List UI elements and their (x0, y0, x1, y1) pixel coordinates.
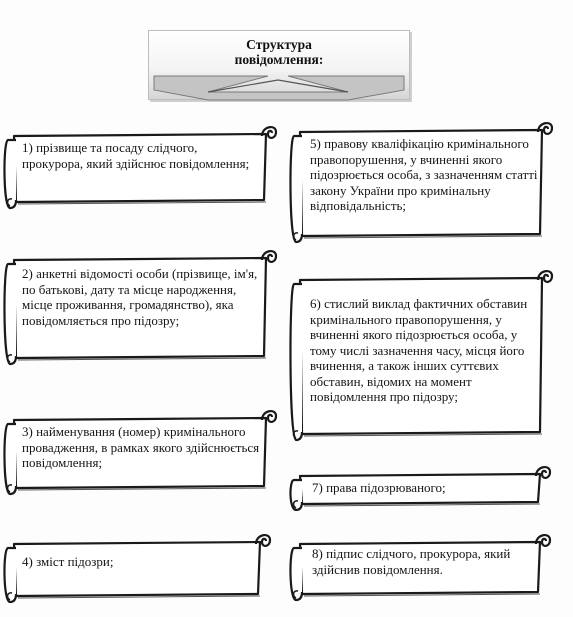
scroll-roll-left (4, 140, 16, 208)
item-number: 2) (22, 266, 33, 281)
header-title: Структура повідомлення: (234, 37, 324, 67)
item-text: права підозрюваного; (326, 480, 446, 495)
scroll-card-8 (288, 530, 554, 606)
item-text: найменування (номер) кримінального провадження, в рамках якого здійснюється повідомлення; (22, 424, 260, 470)
scroll-card-4 (2, 530, 274, 608)
scroll-roll-left (290, 284, 302, 440)
scroll-roll-left (4, 548, 16, 602)
scroll-roll-left (290, 480, 302, 510)
item-text: зміст підозри; (36, 554, 114, 569)
scroll-roll-left (4, 424, 16, 494)
item-text: правову кваліфікацію кримінального правопорушення, у вчиненні якого підозрюється особа, з зазначенням статті закону України про кримінальну відповідальність; (310, 136, 538, 213)
scroll-card-7 (288, 462, 554, 516)
scroll-card-1 (2, 122, 280, 214)
scroll-roll-left (290, 136, 302, 242)
scroll-card-5 (288, 118, 556, 248)
item-text: стислий виклад фактичних обставин кримінального правопорушення, у вчиненні якого підозрюється особа, у тому числі зазначення часу, місця його вчинення, а також інших суттєвих обставин, відомих на момент повідомлення про підозру; (310, 296, 528, 404)
scroll-roll-left (4, 264, 16, 364)
item-text: анкетні відомості особи (прізвище, ім'я, по батькові, дату та місце народження, місце проживання, громадянство), яка повідомляється про підозру; (22, 266, 258, 328)
scroll-card-3 (2, 406, 280, 500)
item-text: прізвище та посаду слідчого, прокурора, який здійснює повідомлення; (22, 140, 250, 171)
item-number: 8) (312, 546, 323, 561)
item-number: 3) (22, 424, 33, 439)
item-number: 6) (310, 296, 321, 311)
item-number: 5) (310, 136, 321, 151)
item-number: 1) (22, 140, 33, 155)
item-number: 4) (22, 554, 33, 569)
scroll-roll-left (290, 548, 302, 600)
scroll-card-6 (288, 266, 556, 446)
item-text: підпис слідчого, прокурора, який здійснив повідомлення. (312, 546, 511, 577)
header-arrow-shape (148, 72, 410, 104)
scroll-card-2 (2, 246, 280, 370)
diagram-header (148, 30, 412, 104)
item-number: 7) (312, 480, 323, 495)
